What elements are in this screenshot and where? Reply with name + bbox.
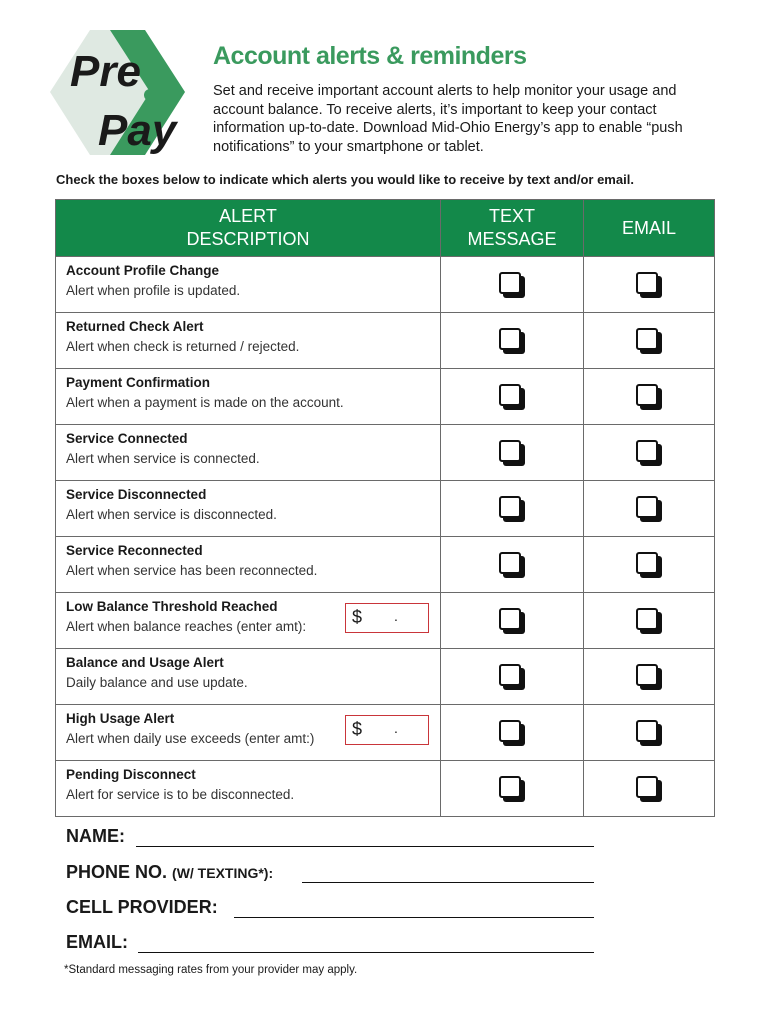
- cell-provider-label: CELL PROVIDER:: [66, 897, 218, 917]
- table-row: [56, 369, 715, 425]
- email-checkbox[interactable]: [636, 608, 658, 630]
- table-row: [56, 313, 715, 369]
- email-label: EMAIL:: [66, 932, 128, 952]
- decimal-point: .: [394, 608, 398, 624]
- text-checkbox[interactable]: [499, 776, 521, 798]
- logo-dot: [144, 89, 156, 101]
- alert-description: Alert when service is connected.: [66, 451, 260, 466]
- alert-description: Daily balance and use update.: [66, 675, 248, 690]
- alert-title: Balance and Usage Alert: [66, 655, 224, 670]
- table-row: [56, 537, 715, 593]
- prepay-logo: [50, 30, 190, 155]
- header-text-message: TEXT MESSAGE: [441, 200, 584, 257]
- alert-description: Alert when check is returned / rejected.: [66, 339, 300, 354]
- alert-description: Alert when daily use exceeds (enter amt:): [66, 731, 315, 746]
- header-alert-description: ALERT DESCRIPTION: [56, 200, 441, 257]
- logo-text-pay: Pay: [98, 106, 177, 155]
- email-checkbox[interactable]: [636, 328, 658, 350]
- text-checkbox[interactable]: [499, 552, 521, 574]
- email-checkbox[interactable]: [636, 384, 658, 406]
- decimal-point: .: [394, 720, 398, 736]
- email-checkbox[interactable]: [636, 552, 658, 574]
- footnote: *Standard messaging rates from your provider may apply.: [64, 964, 358, 976]
- alert-description: Alert when service has been reconnected.: [66, 563, 318, 578]
- text-checkbox[interactable]: [499, 496, 521, 518]
- alert-description: Alert when profile is updated.: [66, 283, 241, 298]
- page-title: Account alerts & reminders: [213, 42, 527, 70]
- text-checkbox[interactable]: [499, 384, 521, 406]
- alert-description: Alert when service is disconnected.: [66, 507, 277, 522]
- intro-text: Set and receive important account alerts to help monitor your usage and account balance. To receive alerts, it’s important to keep your contact information up-to-date. Download Mid-Ohio Energy’s app to enable “push notifications” to your smartphone or tablet.: [213, 83, 683, 155]
- table-row: [56, 761, 715, 817]
- email-checkbox[interactable]: [636, 720, 658, 742]
- table-row: [56, 593, 715, 649]
- text-checkbox[interactable]: [499, 664, 521, 686]
- text-checkbox[interactable]: [499, 720, 521, 742]
- alert-title: Low Balance Threshold Reached: [66, 599, 278, 614]
- table-row: [56, 425, 715, 481]
- dollar-sign: $: [352, 719, 363, 739]
- email-checkbox[interactable]: [636, 664, 658, 686]
- email-checkbox[interactable]: [636, 440, 658, 462]
- low-balance-amount-input[interactable]: [345, 603, 429, 633]
- phone-note: (W/ TEXTING*):: [172, 865, 274, 881]
- alert-title: Service Connected: [66, 431, 188, 446]
- alert-title: Account Profile Change: [66, 263, 220, 278]
- phone-field[interactable]: [302, 882, 594, 883]
- text-checkbox[interactable]: [499, 608, 521, 630]
- logo-text-pre: Pre: [70, 47, 141, 96]
- alert-description: Alert for service is to be disconnected.: [66, 787, 295, 802]
- alert-title: Pending Disconnect: [66, 767, 196, 782]
- instructions-text: Check the boxes below to indicate which alerts you would like to receive by text and/or email.: [56, 172, 634, 187]
- phone-label: PHONE NO. (W/ TEXTING*):: [66, 862, 274, 882]
- header-email: EMAIL: [584, 200, 715, 257]
- alert-description: Alert when a payment is made on the account.: [66, 395, 344, 410]
- text-checkbox[interactable]: [499, 328, 521, 350]
- name-label: NAME:: [66, 826, 125, 846]
- table-row: [56, 481, 715, 537]
- email-field[interactable]: [138, 952, 594, 953]
- alert-description: Alert when balance reaches (enter amt):: [66, 619, 307, 634]
- alert-title: Returned Check Alert: [66, 319, 204, 334]
- alert-title: High Usage Alert: [66, 711, 175, 726]
- alert-title: Service Disconnected: [66, 487, 207, 502]
- table-row: [56, 649, 715, 705]
- alerts-table: [55, 199, 715, 817]
- name-field[interactable]: [136, 846, 594, 847]
- cell-provider-field[interactable]: [234, 917, 594, 918]
- high-usage-amount-input[interactable]: [345, 715, 429, 745]
- table-row: [56, 257, 715, 313]
- email-checkbox[interactable]: [636, 272, 658, 294]
- table-header-row: [56, 200, 715, 257]
- email-checkbox[interactable]: [636, 776, 658, 798]
- alert-title: Payment Confirmation: [66, 375, 211, 390]
- email-checkbox[interactable]: [636, 496, 658, 518]
- dollar-sign: $: [352, 607, 363, 627]
- alert-title: Service Reconnected: [66, 543, 203, 558]
- table-row: [56, 705, 715, 761]
- text-checkbox[interactable]: [499, 272, 521, 294]
- text-checkbox[interactable]: [499, 440, 521, 462]
